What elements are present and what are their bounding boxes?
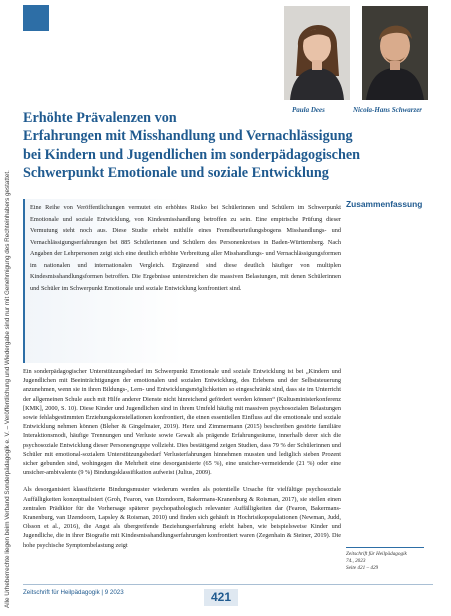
author-caption: Nicola-Hans Schwarzer xyxy=(353,106,423,114)
author-photo-nicola-hans-schwarzer xyxy=(362,6,428,100)
title-line: Erhöhte Prävalenzen von xyxy=(23,110,177,126)
portrait-image xyxy=(362,6,428,100)
section-marker xyxy=(23,5,49,31)
author-photo-paula-dees xyxy=(284,6,350,100)
abstract-label: Zusammenfassung xyxy=(346,199,423,209)
footer-rule xyxy=(23,584,433,585)
body-paragraph: Als desorganisiert klassifizierte Bindungsmuster wiederum werden als potentielle Ursache für vielfältige psychosoziale Auffälligkeiten konzeptualisiert (Groh, Fearon, van IJzendoorn, Bakermans-Kranenburg & Roisman, 2017), sie stellen einen zentralen Prädiktor für die Vorhersage späterer psychopathologisch relevanter Auffälligkeiten dar (Fearon, Bakermans-Kranenburg, van IJzendoorn, Lapsley & Roisman, 2010) und finden sich gehäuft in Hochrisikopopulationen (Newman, Judd, Olsson et al., 2016), die Angst als übergreifende Beziehungserfahrung erlebt haben, wie beispielsweise Kinder und Jugendliche, die in ihrer Biografie mit Kindesmisshandlungserfahrungen konfrontiert waren (Zegenhain & Steiner, 2019). Die hohe psychische Symptombelastung zeigt xyxy=(23,486,341,549)
page-number: 421 xyxy=(204,589,238,606)
author-caption: Paula Dees xyxy=(292,106,325,114)
title-line: Schwerpunkt Emotionale und soziale Entwicklung xyxy=(23,165,329,182)
footer-journal-issue: Zeitschrift für Heilpädagogik | 9 2023 xyxy=(23,589,124,596)
title-line: Erfahrungen mit Misshandlung und Vernachlässigung xyxy=(23,128,353,145)
journal-reference xyxy=(346,547,424,572)
title-line: bei Kindern und Jugendlichen im sonderpädagogischen xyxy=(23,146,361,163)
abstract-text: Eine Reihe von Veröffentlichungen vermutet ein erhöhtes Risiko bei Schülerinnen und Schülern im Schwerpunkt Emotionale und soziale Entwicklung, von Kindesmisshandlung betroffen zu sein. Eine empirische Prüfung dieser Vermutung steht noch aus. Diese Studie erhebt mithilfe eines Fremdbeurteilungsbogens Misshandlungs- und Vernachlässigungserfahrungen bei 885 Schülerinnen und Schülern des Personenkreises in Baden-Württemberg. Nach Angaben der Lehrpersonen zeigt sich eine deutlich erhöhte Verbreitung aller Misshandlungs- und Vernachlässigungsformen im nationalen und internationalen Vergleich. Ergänzend sind diese deutlich häufiger von multiplen Kindesmisshandlungsformen betroffen. Die Ergebnisse unterstreichen die massiven Belastungen, mit denen Schülerinnen und Schüler im Schwerpunkt Emotionale und soziale Entwicklung konfrontiert sind. xyxy=(23,199,341,363)
journal-pages: Seite 421 – 429 xyxy=(346,565,379,571)
journal-name: Zeitschrift für Heilpädagogik xyxy=(346,551,407,557)
journal-volume: 74., 2023 xyxy=(346,558,366,564)
body-paragraph: Ein sonderpädagogischer Unterstützungsbedarf im Schwerpunkt Emotionale und soziale Entwicklung ist bei „Kindern und Jugendlichen mit Beeinträchtigungen der emotionalen und sozialen Entwicklung, des Erlebens und der Selbststeuerung anzunehmen, wenn sie in ihren Bildungs-, Lern- und Entwicklungsmöglichkeiten so eingeschränkt sind, dass sie im Unterricht der allgemeinen Schule auch mit Hilfe anderer Dienste nicht hinreichend gefördert werden können“ (Kultusministerkonferenz [KMK], 2000, S. 10). Diese Kinder und Jugendlichen sind in ihrem Umfeld häufig mit massiven psychosozialen Belastungen sowie fehlabgestimmten Erziehungskonstellationen konfrontiert, die einen essentiellen Einfluss auf die emotionale und soziale Entwicklung nehmen können (Bleher & Gingelmaier, 2019). Herz und Zimmermann (2015) beschreiben gestörte familiäre Interaktionsmodi, häufige Trennungen und Verluste sowie Gewalt als prägende Erfahrungsräume, innerhalb derer sich die psychosoziale Entwicklung dieser Personengruppe vollzieht. Dies bestätigend zeigen Studien, dass 79 % der Schülerinnen und Schüler mit emotional-sozialem Unterstützungsbedarf Verlusterfahrungen hinnehmen mussten und lediglich sieben Prozent sicher gebunden sind, wohingegen die Mehrheit eine desorganisierte (65 %), eine unsicher-vermeidende (21 %) oder eine unsicher-ambivalente (9 %) Bindungsklassifikation aufweist (Julius, 2009). xyxy=(23,368,341,477)
portrait-image xyxy=(284,6,350,100)
article-title xyxy=(23,109,423,183)
copyright-notice: Alle Urheberrechte liegen beim Verband Sonderpädagogik e. V. – Veröffentlichung und Wiedergabe sind nur mit Genehmigung des Rechteinhabers gestattet. xyxy=(4,170,11,608)
body-text xyxy=(23,367,341,557)
